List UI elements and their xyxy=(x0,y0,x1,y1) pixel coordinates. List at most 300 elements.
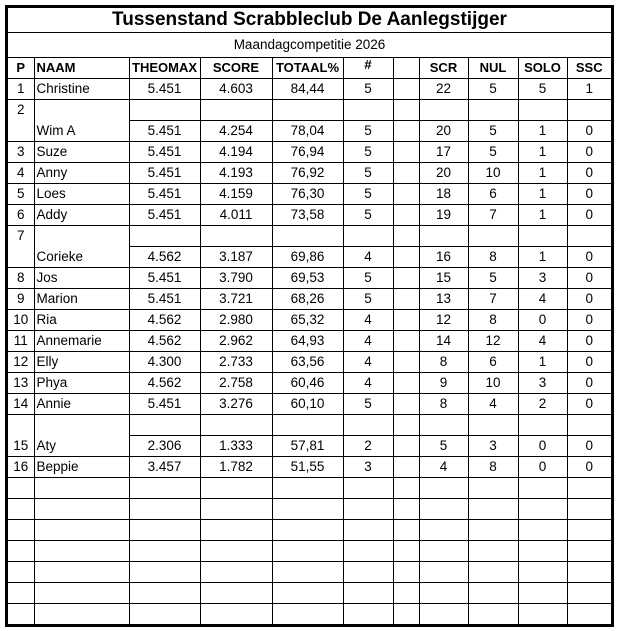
table-row xyxy=(8,352,611,373)
table-row xyxy=(8,457,611,478)
cell-scr: 5 xyxy=(419,436,468,457)
cell-theomax xyxy=(129,226,200,247)
cell-n xyxy=(343,562,393,583)
col-header-solo: SOLO xyxy=(518,58,567,79)
cell-spacer xyxy=(393,583,419,604)
cell-p xyxy=(8,478,34,499)
cell-totaal: 60,10 xyxy=(272,394,343,415)
table-row xyxy=(8,499,611,520)
col-header-nul: NUL xyxy=(468,58,518,79)
cell-score: 4.193 xyxy=(200,163,272,184)
table-row xyxy=(8,226,611,247)
cell-n: 5 xyxy=(343,184,393,205)
cell-score: 2.733 xyxy=(200,352,272,373)
cell-theomax: 5.451 xyxy=(129,163,200,184)
table-row xyxy=(8,100,611,121)
cell-solo: 3 xyxy=(518,268,567,289)
cell-spacer xyxy=(393,499,419,520)
cell-spacer xyxy=(393,268,419,289)
cell-n: 4 xyxy=(343,373,393,394)
cell-n xyxy=(343,478,393,499)
cell-ssc xyxy=(567,583,611,604)
cell-naam: Annemarie xyxy=(34,331,129,352)
cell-naam: Marion xyxy=(34,289,129,310)
table-row xyxy=(8,331,611,352)
cell-spacer xyxy=(393,142,419,163)
cell-nul: 5 xyxy=(468,268,518,289)
table-row xyxy=(8,247,611,268)
cell-solo: 4 xyxy=(518,331,567,352)
cell-ssc: 0 xyxy=(567,289,611,310)
table-row xyxy=(8,394,611,415)
cell-scr xyxy=(419,583,468,604)
cell-ssc xyxy=(567,478,611,499)
cell-solo: 0 xyxy=(518,457,567,478)
cell-spacer xyxy=(393,436,419,457)
cell-spacer xyxy=(393,247,419,268)
col-header-count: # xyxy=(343,58,393,79)
cell-theomax: 4.562 xyxy=(129,247,200,268)
cell-naam xyxy=(34,226,129,247)
standings-sheet xyxy=(5,5,614,627)
cell-ssc: 0 xyxy=(567,163,611,184)
cell-totaal xyxy=(272,100,343,121)
cell-theomax: 4.562 xyxy=(129,373,200,394)
cell-score: 1.333 xyxy=(200,436,272,457)
cell-ssc: 1 xyxy=(567,79,611,100)
table-row xyxy=(8,205,611,226)
cell-score xyxy=(200,562,272,583)
cell-scr xyxy=(419,520,468,541)
cell-totaal: 65,32 xyxy=(272,310,343,331)
cell-theomax: 2.306 xyxy=(129,436,200,457)
cell-p: 5 xyxy=(8,184,34,205)
cell-solo xyxy=(518,478,567,499)
cell-ssc xyxy=(567,226,611,247)
cell-scr: 8 xyxy=(419,352,468,373)
cell-totaal: 64,93 xyxy=(272,331,343,352)
cell-naam: Loes xyxy=(34,184,129,205)
cell-n xyxy=(343,520,393,541)
cell-score xyxy=(200,415,272,436)
cell-scr xyxy=(419,226,468,247)
cell-score xyxy=(200,226,272,247)
cell-scr xyxy=(419,415,468,436)
cell-spacer xyxy=(393,352,419,373)
cell-spacer xyxy=(393,100,419,121)
cell-solo: 1 xyxy=(518,163,567,184)
cell-score: 3.276 xyxy=(200,394,272,415)
cell-totaal: 76,94 xyxy=(272,142,343,163)
cell-naam: Anny xyxy=(34,163,129,184)
cell-nul xyxy=(468,562,518,583)
cell-scr: 4 xyxy=(419,457,468,478)
cell-score: 2.962 xyxy=(200,331,272,352)
cell-spacer xyxy=(393,310,419,331)
cell-scr: 17 xyxy=(419,142,468,163)
col-header-theomax: THEOMAX xyxy=(129,58,200,79)
cell-spacer xyxy=(393,121,419,142)
cell-ssc xyxy=(567,541,611,562)
cell-theomax xyxy=(129,583,200,604)
cell-naam xyxy=(34,604,129,625)
table-row xyxy=(8,184,611,205)
table-row xyxy=(8,163,611,184)
cell-scr xyxy=(419,604,468,625)
cell-ssc xyxy=(567,100,611,121)
table-row xyxy=(8,541,611,562)
cell-nul: 6 xyxy=(468,184,518,205)
cell-p: 1 xyxy=(8,79,34,100)
header-row xyxy=(8,58,611,79)
cell-ssc: 0 xyxy=(567,373,611,394)
cell-score xyxy=(200,541,272,562)
cell-score xyxy=(200,583,272,604)
cell-p: 6 xyxy=(8,205,34,226)
cell-n: 5 xyxy=(343,205,393,226)
cell-naam: Suze xyxy=(34,142,129,163)
cell-naam: Aty xyxy=(34,436,129,457)
cell-n: 5 xyxy=(343,289,393,310)
cell-totaal xyxy=(272,541,343,562)
cell-theomax xyxy=(129,499,200,520)
cell-score xyxy=(200,499,272,520)
cell-spacer xyxy=(393,331,419,352)
cell-ssc: 0 xyxy=(567,247,611,268)
cell-scr xyxy=(419,478,468,499)
cell-n xyxy=(343,415,393,436)
cell-spacer xyxy=(393,415,419,436)
cell-ssc: 0 xyxy=(567,310,611,331)
cell-spacer xyxy=(393,205,419,226)
cell-nul: 12 xyxy=(468,331,518,352)
cell-theomax: 4.300 xyxy=(129,352,200,373)
cell-n: 3 xyxy=(343,457,393,478)
cell-p: 4 xyxy=(8,163,34,184)
cell-nul: 10 xyxy=(468,163,518,184)
cell-p: 8 xyxy=(8,268,34,289)
cell-spacer xyxy=(393,373,419,394)
cell-nul: 5 xyxy=(468,121,518,142)
cell-naam xyxy=(34,541,129,562)
cell-scr: 20 xyxy=(419,121,468,142)
cell-solo xyxy=(518,604,567,625)
col-header-naam: NAAM xyxy=(34,58,129,79)
table-row xyxy=(8,562,611,583)
cell-ssc: 0 xyxy=(567,121,611,142)
cell-n: 5 xyxy=(343,79,393,100)
cell-nul: 8 xyxy=(468,457,518,478)
cell-ssc xyxy=(567,520,611,541)
cell-nul xyxy=(468,100,518,121)
cell-solo: 2 xyxy=(518,394,567,415)
cell-totaal xyxy=(272,415,343,436)
cell-p: 9 xyxy=(8,289,34,310)
cell-n: 5 xyxy=(343,268,393,289)
cell-naam: Beppie xyxy=(34,457,129,478)
cell-solo xyxy=(518,100,567,121)
cell-p xyxy=(8,121,34,142)
cell-naam xyxy=(34,478,129,499)
cell-spacer xyxy=(393,289,419,310)
cell-scr xyxy=(419,562,468,583)
cell-p xyxy=(8,562,34,583)
cell-spacer xyxy=(393,226,419,247)
cell-p: 15 xyxy=(8,436,34,457)
cell-nul xyxy=(468,415,518,436)
cell-p: 16 xyxy=(8,457,34,478)
cell-p: 12 xyxy=(8,352,34,373)
col-header-ssc: SSC xyxy=(567,58,611,79)
cell-scr: 12 xyxy=(419,310,468,331)
cell-nul: 4 xyxy=(468,394,518,415)
cell-totaal xyxy=(272,562,343,583)
cell-scr xyxy=(419,499,468,520)
cell-score: 3.187 xyxy=(200,247,272,268)
cell-theomax xyxy=(129,100,200,121)
cell-theomax xyxy=(129,562,200,583)
cell-ssc: 0 xyxy=(567,457,611,478)
cell-nul: 7 xyxy=(468,289,518,310)
cell-naam xyxy=(34,415,129,436)
cell-n: 5 xyxy=(343,394,393,415)
cell-n xyxy=(343,541,393,562)
cell-n: 4 xyxy=(343,247,393,268)
cell-score: 4.194 xyxy=(200,142,272,163)
cell-score: 4.159 xyxy=(200,184,272,205)
cell-solo: 0 xyxy=(518,436,567,457)
cell-theomax: 5.451 xyxy=(129,268,200,289)
cell-totaal: 57,81 xyxy=(272,436,343,457)
cell-solo xyxy=(518,415,567,436)
cell-spacer xyxy=(393,79,419,100)
table-row xyxy=(8,142,611,163)
cell-p xyxy=(8,247,34,268)
cell-totaal: 60,46 xyxy=(272,373,343,394)
cell-solo: 1 xyxy=(518,205,567,226)
cell-nul: 10 xyxy=(468,373,518,394)
cell-ssc: 0 xyxy=(567,205,611,226)
cell-nul xyxy=(468,604,518,625)
cell-p xyxy=(8,415,34,436)
cell-solo: 4 xyxy=(518,289,567,310)
cell-naam xyxy=(34,562,129,583)
cell-p xyxy=(8,520,34,541)
cell-naam xyxy=(34,100,129,121)
cell-ssc xyxy=(567,499,611,520)
col-header-totaal: TOTAAL% xyxy=(272,58,343,79)
cell-n xyxy=(343,226,393,247)
cell-score: 1.782 xyxy=(200,457,272,478)
col-header-spacer xyxy=(393,58,419,79)
cell-solo: 1 xyxy=(518,247,567,268)
cell-spacer xyxy=(393,604,419,625)
cell-score xyxy=(200,478,272,499)
cell-theomax xyxy=(129,604,200,625)
cell-totaal xyxy=(272,583,343,604)
cell-solo xyxy=(518,583,567,604)
cell-scr: 9 xyxy=(419,373,468,394)
cell-n: 5 xyxy=(343,142,393,163)
cell-theomax: 4.562 xyxy=(129,310,200,331)
cell-solo: 0 xyxy=(518,310,567,331)
cell-theomax: 5.451 xyxy=(129,121,200,142)
cell-ssc xyxy=(567,604,611,625)
cell-p: 11 xyxy=(8,331,34,352)
cell-p xyxy=(8,604,34,625)
table-row xyxy=(8,604,611,625)
cell-ssc: 0 xyxy=(567,184,611,205)
cell-theomax: 5.451 xyxy=(129,394,200,415)
cell-solo: 5 xyxy=(518,79,567,100)
table-row xyxy=(8,520,611,541)
cell-p xyxy=(8,583,34,604)
cell-n xyxy=(343,583,393,604)
cell-solo: 1 xyxy=(518,352,567,373)
cell-theomax: 5.451 xyxy=(129,205,200,226)
cell-p: 13 xyxy=(8,373,34,394)
cell-nul xyxy=(468,541,518,562)
cell-scr: 8 xyxy=(419,394,468,415)
cell-p: 7 xyxy=(8,226,34,247)
cell-scr: 13 xyxy=(419,289,468,310)
cell-score xyxy=(200,100,272,121)
cell-score xyxy=(200,520,272,541)
cell-scr: 18 xyxy=(419,184,468,205)
cell-solo xyxy=(518,520,567,541)
cell-p: 10 xyxy=(8,310,34,331)
cell-solo xyxy=(518,541,567,562)
cell-scr: 20 xyxy=(419,163,468,184)
cell-totaal: 76,92 xyxy=(272,163,343,184)
cell-p: 3 xyxy=(8,142,34,163)
cell-totaal: 68,26 xyxy=(272,289,343,310)
cell-totaal: 63,56 xyxy=(272,352,343,373)
cell-score: 3.721 xyxy=(200,289,272,310)
cell-n: 5 xyxy=(343,163,393,184)
cell-scr xyxy=(419,541,468,562)
cell-naam xyxy=(34,520,129,541)
cell-n: 4 xyxy=(343,352,393,373)
cell-naam: Annie xyxy=(34,394,129,415)
cell-n xyxy=(343,604,393,625)
cell-theomax: 5.451 xyxy=(129,289,200,310)
cell-score: 2.758 xyxy=(200,373,272,394)
cell-naam: Addy xyxy=(34,205,129,226)
cell-nul xyxy=(468,478,518,499)
cell-scr: 16 xyxy=(419,247,468,268)
cell-scr xyxy=(419,100,468,121)
cell-theomax: 4.562 xyxy=(129,331,200,352)
cell-ssc: 0 xyxy=(567,331,611,352)
sheet-subtitle: Maandagcompetitie 2026 xyxy=(8,33,611,58)
cell-totaal xyxy=(272,520,343,541)
col-header-p: P xyxy=(8,58,34,79)
cell-theomax xyxy=(129,541,200,562)
cell-ssc: 0 xyxy=(567,268,611,289)
cell-p: 14 xyxy=(8,394,34,415)
table-row xyxy=(8,289,611,310)
cell-ssc: 0 xyxy=(567,436,611,457)
cell-p xyxy=(8,541,34,562)
cell-nul xyxy=(468,226,518,247)
cell-spacer xyxy=(393,163,419,184)
table-row xyxy=(8,583,611,604)
cell-ssc: 0 xyxy=(567,394,611,415)
table-row xyxy=(8,310,611,331)
cell-p: 2 xyxy=(8,100,34,121)
cell-nul: 7 xyxy=(468,205,518,226)
cell-solo: 1 xyxy=(518,184,567,205)
cell-score: 3.790 xyxy=(200,268,272,289)
cell-spacer xyxy=(393,478,419,499)
col-header-scr: SCR xyxy=(419,58,468,79)
cell-n: 4 xyxy=(343,331,393,352)
cell-scr: 15 xyxy=(419,268,468,289)
cell-theomax xyxy=(129,520,200,541)
cell-naam: Elly xyxy=(34,352,129,373)
cell-totaal: 76,30 xyxy=(272,184,343,205)
cell-spacer xyxy=(393,541,419,562)
cell-theomax: 5.451 xyxy=(129,142,200,163)
cell-n: 4 xyxy=(343,310,393,331)
cell-naam: Jos xyxy=(34,268,129,289)
cell-solo xyxy=(518,226,567,247)
cell-naam: Wim A xyxy=(34,121,129,142)
table-row xyxy=(8,121,611,142)
cell-totaal: 73,58 xyxy=(272,205,343,226)
cell-nul: 3 xyxy=(468,436,518,457)
cell-score: 2.980 xyxy=(200,310,272,331)
cell-theomax: 3.457 xyxy=(129,457,200,478)
cell-naam xyxy=(34,499,129,520)
cell-p xyxy=(8,499,34,520)
cell-scr: 19 xyxy=(419,205,468,226)
cell-ssc xyxy=(567,415,611,436)
cell-n: 2 xyxy=(343,436,393,457)
cell-score: 4.603 xyxy=(200,79,272,100)
cell-scr: 22 xyxy=(419,79,468,100)
cell-solo xyxy=(518,499,567,520)
cell-nul: 8 xyxy=(468,310,518,331)
cell-solo: 1 xyxy=(518,121,567,142)
cell-naam xyxy=(34,583,129,604)
cell-n xyxy=(343,499,393,520)
cell-nul: 8 xyxy=(468,247,518,268)
sheet-title: Tussenstand Scrabbleclub De Aanlegstijger xyxy=(8,8,611,33)
cell-totaal xyxy=(272,478,343,499)
cell-nul xyxy=(468,583,518,604)
table-row xyxy=(8,436,611,457)
cell-totaal xyxy=(272,226,343,247)
cell-naam: Ria xyxy=(34,310,129,331)
cell-theomax: 5.451 xyxy=(129,184,200,205)
cell-naam: Phya xyxy=(34,373,129,394)
cell-solo xyxy=(518,562,567,583)
cell-spacer xyxy=(393,562,419,583)
cell-ssc: 0 xyxy=(567,352,611,373)
table-row xyxy=(8,79,611,100)
cell-totaal xyxy=(272,499,343,520)
cell-spacer xyxy=(393,520,419,541)
cell-theomax xyxy=(129,478,200,499)
cell-theomax: 5.451 xyxy=(129,79,200,100)
cell-totaal: 51,55 xyxy=(272,457,343,478)
cell-totaal: 69,53 xyxy=(272,268,343,289)
cell-totaal xyxy=(272,604,343,625)
table-row xyxy=(8,268,611,289)
cell-nul: 6 xyxy=(468,352,518,373)
